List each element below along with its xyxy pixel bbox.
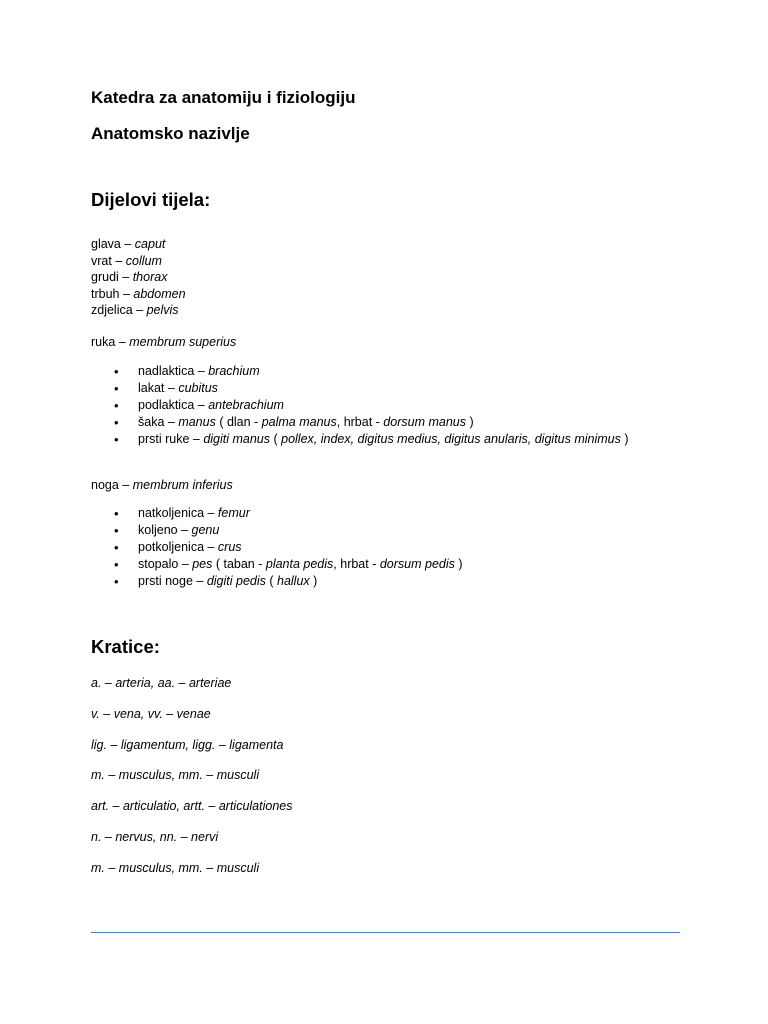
bullet-icon: • bbox=[114, 540, 119, 555]
subject-title: Anatomsko nazivlje bbox=[91, 124, 250, 143]
abbreviation-item: m. – musculus, mm. – musculi bbox=[91, 861, 260, 875]
bullet-icon: • bbox=[114, 574, 119, 589]
abbreviation-item: m. – musculus, mm. – musculi bbox=[91, 768, 260, 782]
list-item: • prsti noge – digiti pedis ( hallux ) bbox=[114, 574, 318, 589]
trunk-item: vrat – collum bbox=[91, 253, 162, 268]
list-item: • natkoljenica – femur bbox=[114, 506, 250, 521]
bullet-icon: • bbox=[114, 432, 119, 447]
abbreviation-item: art. – articulatio, artt. – articulationes bbox=[91, 799, 293, 813]
trunk-item: trbuh – abdomen bbox=[91, 286, 186, 301]
arm-term: ruka – membrum superius bbox=[91, 335, 237, 349]
bullet-icon: • bbox=[114, 506, 119, 521]
body-parts-heading: Dijelovi tijela: bbox=[91, 189, 211, 210]
department-title: Katedra za anatomiju i fiziologiju bbox=[91, 88, 356, 107]
trunk-list bbox=[91, 236, 186, 319]
list-item: • lakat – cubitus bbox=[114, 381, 218, 396]
bullet-icon: • bbox=[114, 381, 119, 396]
list-item: • potkoljenica – crus bbox=[114, 540, 242, 555]
bullet-icon: • bbox=[114, 364, 119, 379]
leg-parts-list bbox=[91, 505, 463, 590]
list-item: • stopalo – pes ( taban - planta pedis, hrbat - dorsum pedis ) bbox=[114, 557, 463, 572]
trunk-item: glava – caput bbox=[91, 237, 166, 251]
list-item: • podlaktica – antebrachium bbox=[114, 398, 284, 413]
bullet-icon: • bbox=[114, 557, 119, 572]
abbreviation-item: lig. – ligamentum, ligg. – ligamenta bbox=[91, 738, 284, 752]
abbreviation-item: a. – arteria, aa. – arteriae bbox=[91, 676, 232, 690]
abbreviations-heading: Kratice: bbox=[91, 636, 160, 657]
bullet-icon: • bbox=[114, 415, 119, 430]
leg-heading-line bbox=[91, 477, 233, 494]
trunk-item: grudi – thorax bbox=[91, 270, 168, 284]
bullet-icon: • bbox=[114, 523, 119, 538]
abbreviation-item: n. – nervus, nn. – nervi bbox=[91, 830, 219, 844]
footer-divider bbox=[91, 932, 680, 933]
arm-heading-line bbox=[91, 334, 236, 351]
list-item: • nadlaktica – brachium bbox=[114, 364, 260, 379]
leg-term: noga – membrum inferius bbox=[91, 478, 233, 492]
list-item: • šaka – manus ( dlan - palma manus, hrbat - dorsum manus ) bbox=[114, 415, 474, 430]
list-item: • koljeno – genu bbox=[114, 523, 220, 538]
arm-parts-list bbox=[91, 363, 629, 448]
abbreviation-item: v. – vena, vv. – venae bbox=[91, 707, 211, 721]
list-item: • prsti ruke – digiti manus ( pollex, index, digitus medius, digitus anularis, digitus minimus ) bbox=[114, 432, 629, 447]
bullet-icon: • bbox=[114, 398, 119, 413]
trunk-item: zdjelica – pelvis bbox=[91, 303, 179, 317]
